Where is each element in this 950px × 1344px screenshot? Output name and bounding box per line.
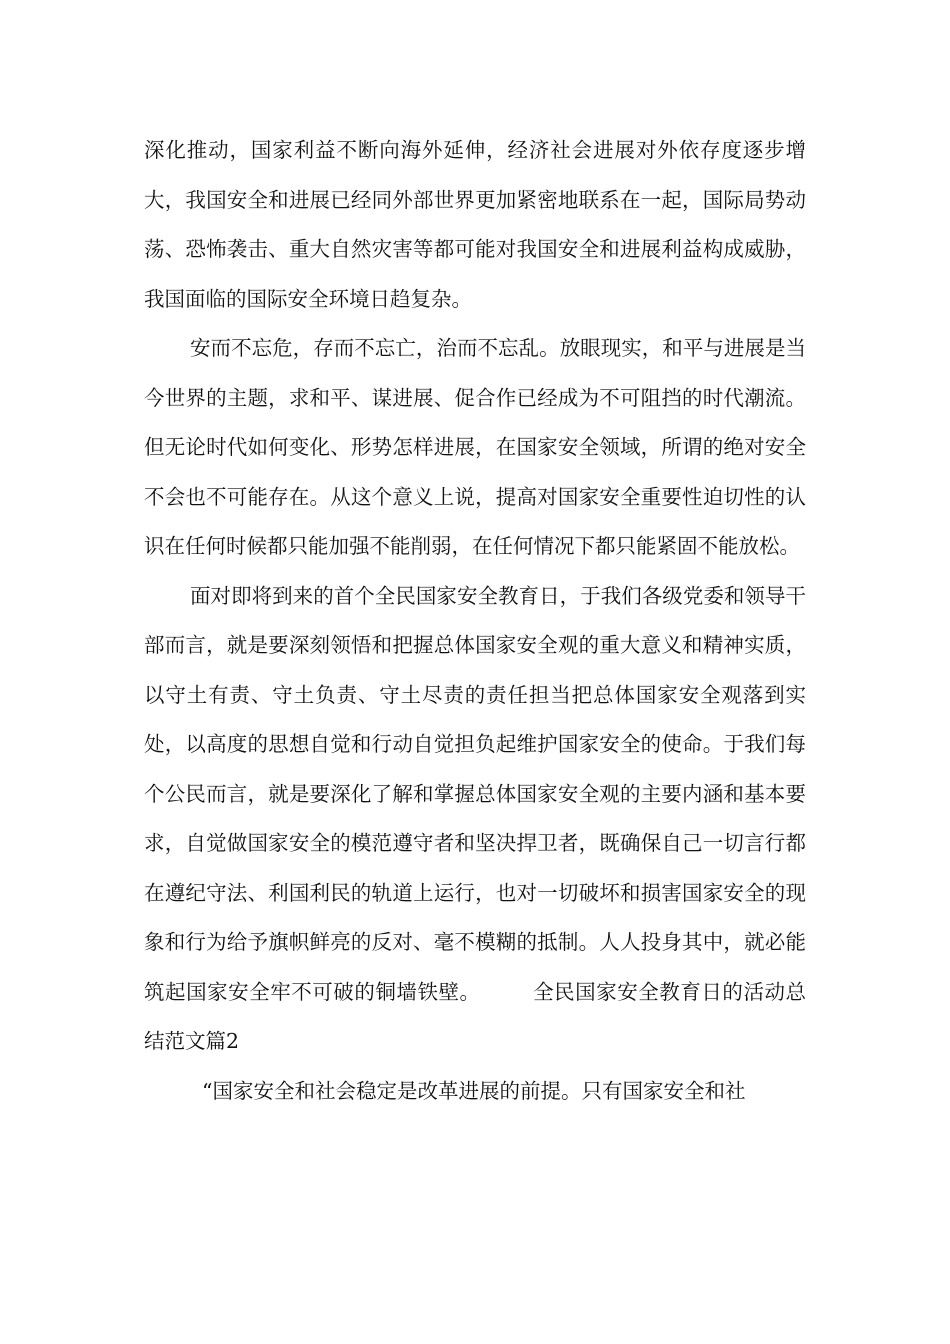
document-page	[144, 126, 806, 1116]
paragraph-2: 安而不忘危，存而不忘亡，治而不忘乱。放眼现实，和平与进展是当今世界的主题，求和平、谋进展、促合作已经成为不可阻挡的时代潮流。但无论时代如何变化、形势怎样进展，在国家安全领域，所谓的绝对安全不会也不可能存在。从这个意义上说，提高对国家安全重要性迫切性的认识在任何时候都只能加强不能削弱，在任何情况下都只能紧固不能放松。	[144, 336, 806, 558]
paragraph-3	[144, 572, 806, 1067]
paragraph-4: “国家安全和社会稳定是改革进展的前提。只有国家安全和社	[202, 1078, 746, 1103]
paragraph-1: 深化推动，国家利益不断向海外延伸，经济社会进展对外依存度逐步增大，我国安全和进展已经同外部世界更加紧密地联系在一起，国际局势动荡、恐怖袭击、重大自然灾害等都可能对我国安全和进展利益构成威胁，我国面临的国际安全环境日趋复杂。	[144, 138, 806, 311]
section-heading: 全民国家安全教育日的活动总结范文篇2	[144, 979, 807, 1053]
paragraph-3-text: 面对即将到来的首个全民国家安全教育日，于我们各级党委和领导干部而言，就是要深刻领悟和把握总体国家安全观的重大意义和精神实质，以守土有责、守土负责、守土尽责的责任担当把总体国家安全观落到实处，以高度的思想自觉和行动自觉担负起维护国家安全的使命。于我们每个公民而言，就是要深化了解和掌握总体国家安全观的主要内涵和基本要求，自觉做国家安全的模范遵守者和坚决捍卫者，既确保自己一切言行都在遵纪守法、利国利民的轨道上运行，也对一切破坏和损害国家安全的现象和行为给予旗帜鲜亮的反对、毫不模糊的抵制。人人投身其中，就必能筑起国家安全牢不可破的铜墙铁壁。	[144, 583, 806, 1004]
